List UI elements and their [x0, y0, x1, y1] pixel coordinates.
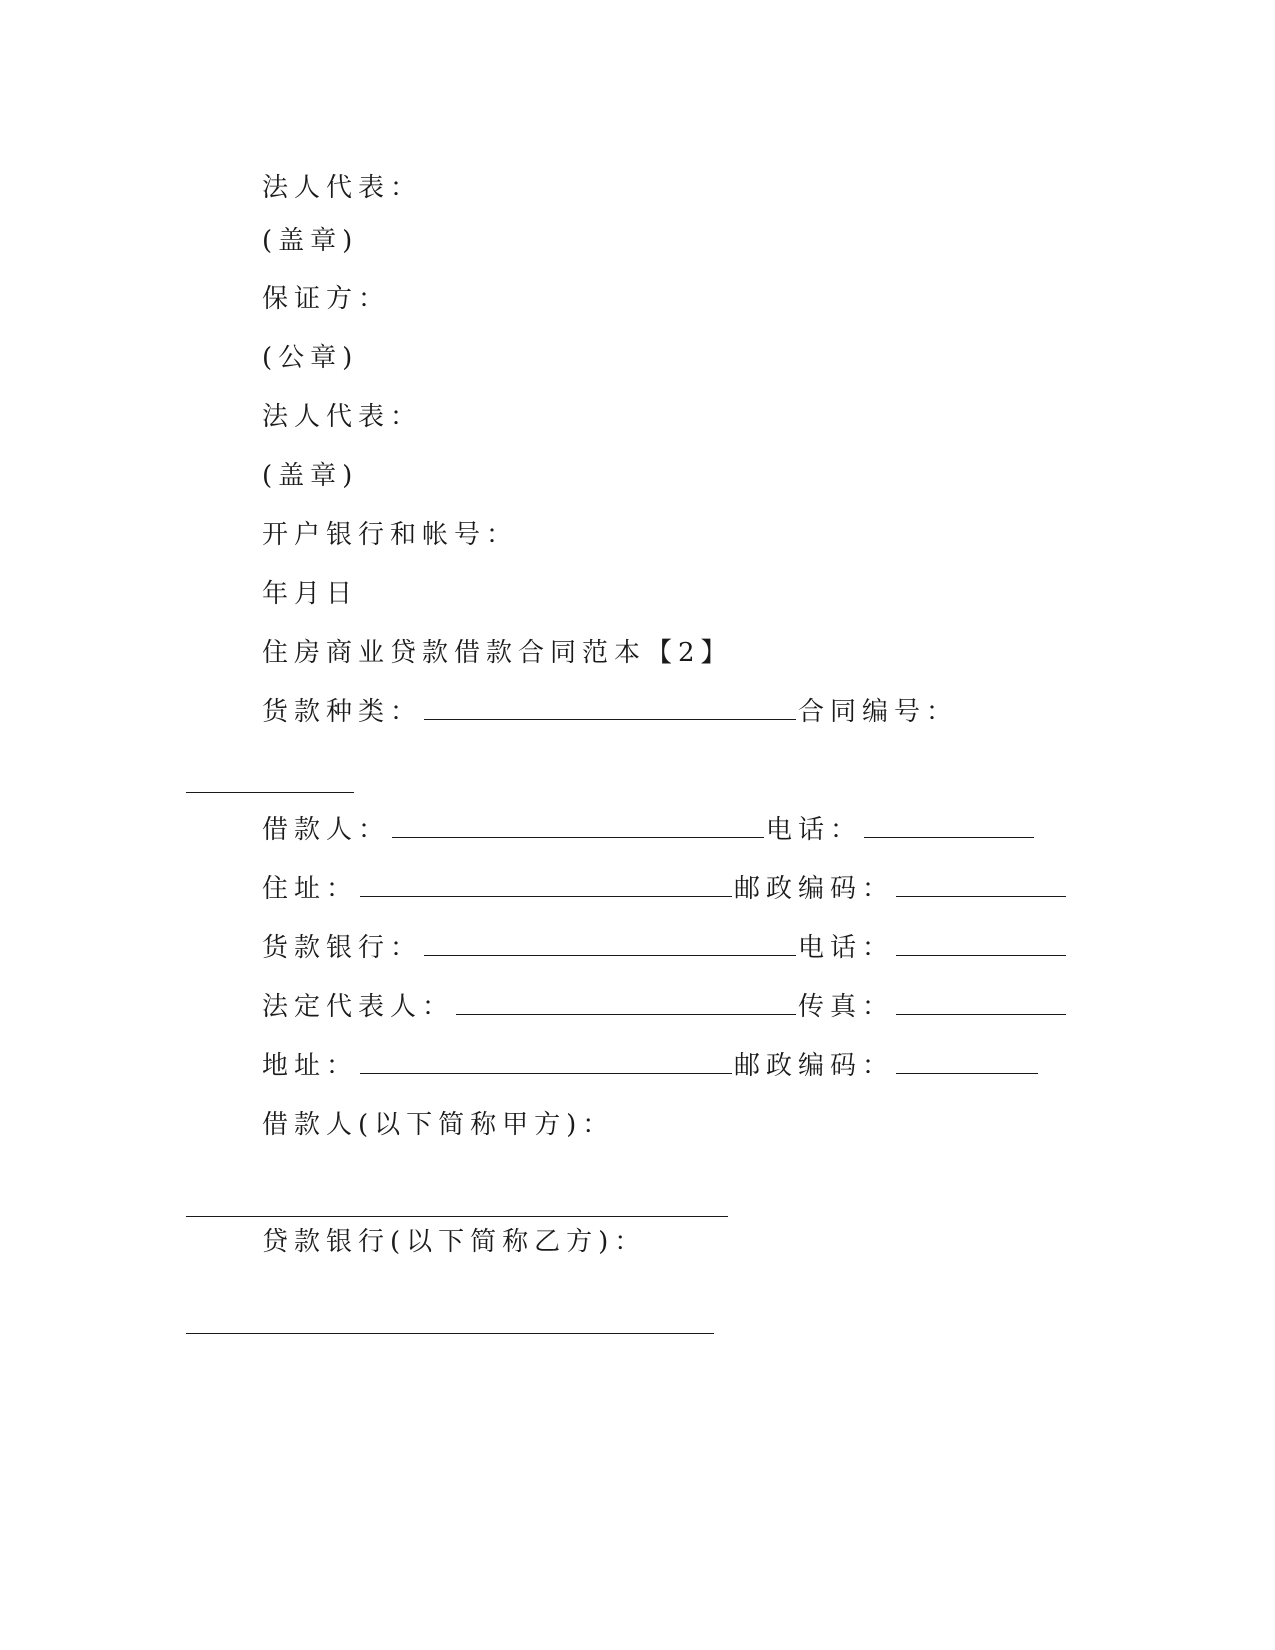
address-line — [262, 873, 1068, 905]
party-a-line — [262, 1109, 614, 1141]
bank-address-label: 地址： — [262, 1051, 359, 1081]
bank-account-label: 开户银行和帐号： — [262, 520, 519, 550]
party-a-blank — [186, 1216, 728, 1217]
borrower-line — [262, 814, 1036, 846]
bank-postcode-blank — [896, 1051, 1038, 1074]
borrower-phone-label: 电话： — [766, 815, 863, 845]
bank-postcode-label: 邮政编码： — [734, 1051, 895, 1081]
section-title — [262, 637, 733, 669]
borrower-label: 借款人： — [262, 815, 391, 845]
address-label: 住址： — [262, 874, 359, 904]
legal-representative-label: 法人代表： — [262, 173, 423, 203]
borrower-phone-blank — [864, 815, 1034, 838]
party-b-label: 贷款银行(以下简称乙方)： — [262, 1227, 647, 1257]
address-blank — [360, 874, 732, 897]
postcode-blank — [896, 874, 1066, 897]
date-line — [262, 578, 358, 610]
legal-rep-blank — [456, 992, 796, 1015]
section-title-text: 住房商业贷款借款合同范本【2】 — [262, 638, 733, 668]
bank-phone-blank — [896, 933, 1066, 956]
borrower-blank — [392, 815, 764, 838]
bank-line — [262, 932, 1068, 964]
bank-label: 货款银行： — [262, 933, 423, 963]
contract-number-label: 合同编号： — [798, 697, 959, 727]
guarantor-label: 保证方： — [262, 284, 391, 314]
bank-account-line — [262, 519, 518, 551]
legal-representative-label: 法人代表： — [262, 402, 423, 432]
loan-type-label: 货款种类： — [262, 697, 423, 727]
loan-type-line — [262, 696, 958, 728]
date-label: 年月日 — [262, 579, 359, 609]
fax-blank — [896, 992, 1066, 1015]
legal-rep-line — [262, 991, 1068, 1023]
bank-address-blank — [360, 1051, 732, 1074]
seal-label: (盖章) — [262, 226, 359, 256]
party-a-label: 借款人(以下简称甲方)： — [262, 1110, 615, 1140]
legal-representative-line-2 — [262, 401, 422, 433]
bank-phone-label: 电话： — [798, 933, 895, 963]
seal-line-1 — [262, 225, 358, 257]
contract-number-blank — [186, 792, 354, 793]
fax-label: 传真： — [798, 992, 895, 1022]
official-seal-label: (公章) — [262, 343, 359, 373]
loan-type-blank — [424, 697, 796, 720]
legal-rep-label: 法定代表人： — [262, 992, 455, 1022]
postcode-label: 邮政编码： — [734, 874, 895, 904]
guarantor-line — [262, 283, 390, 315]
legal-representative-line-1 — [262, 172, 422, 204]
seal-label: (盖章) — [262, 461, 359, 491]
bank-blank — [424, 933, 796, 956]
party-b-blank — [186, 1333, 714, 1334]
official-seal-line — [262, 342, 358, 374]
party-b-line — [262, 1226, 646, 1258]
bank-address-line — [262, 1050, 1040, 1082]
seal-line-2 — [262, 460, 358, 492]
